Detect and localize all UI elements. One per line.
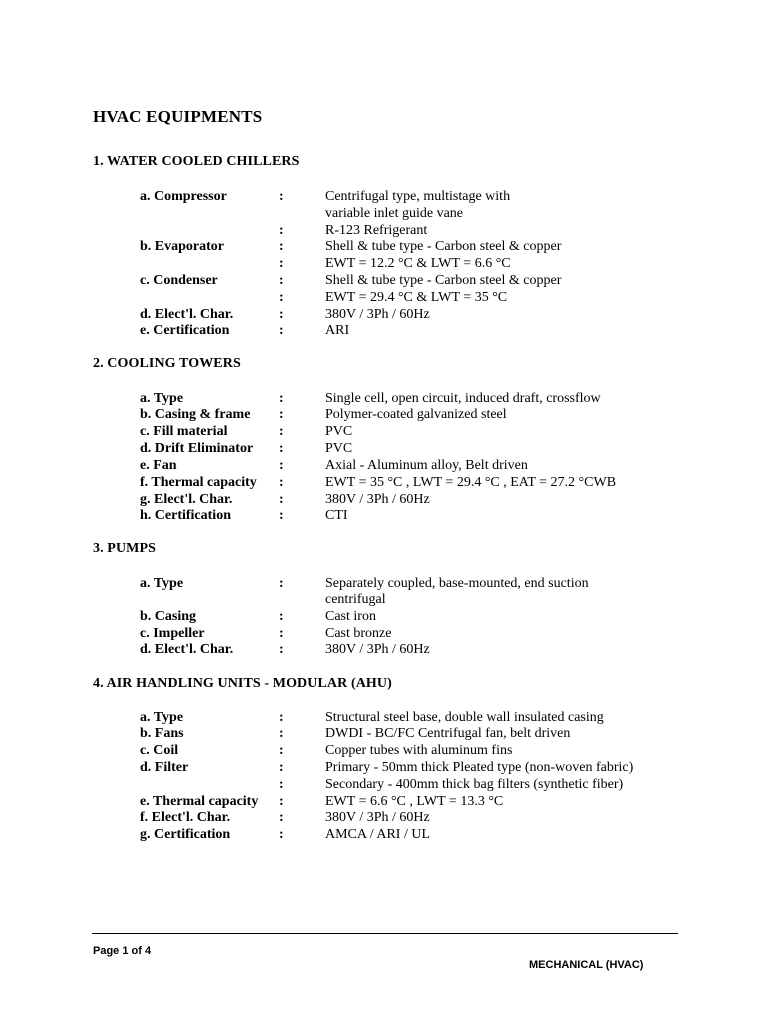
- section-heading-cooling-towers: 2. COOLING TOWERS: [93, 356, 241, 371]
- spec-row: [0, 272, 768, 289]
- spec-value: AMCA / ARI / UL: [325, 827, 431, 842]
- spec-row: [0, 491, 768, 508]
- spec-row: [0, 641, 768, 658]
- spec-colon: :: [279, 323, 284, 338]
- spec-label: b. Evaporator: [140, 239, 224, 254]
- spec-value: Structural steel base, double wall insulated casing: [325, 710, 604, 725]
- spec-label: e. Fan: [140, 458, 177, 473]
- spec-label: a. Type: [140, 576, 184, 591]
- spec-value: Cast bronze: [325, 626, 392, 641]
- spec-value: 380V / 3Ph / 60Hz: [325, 307, 430, 322]
- spec-row: [0, 591, 768, 608]
- spec-label: c. Coil: [140, 743, 179, 758]
- spec-colon: :: [279, 508, 284, 523]
- spec-colon: :: [279, 492, 284, 507]
- spec-colon: :: [279, 307, 284, 322]
- footer-divider: [92, 933, 678, 934]
- spec-row: [0, 188, 768, 205]
- spec-value: Separately coupled, base-mounted, end suction: [325, 576, 589, 591]
- spec-colon: :: [279, 407, 284, 422]
- spec-value: ARI: [325, 323, 350, 338]
- spec-label: b. Fans: [140, 726, 184, 741]
- spec-row: [0, 709, 768, 726]
- spec-colon: :: [279, 290, 284, 305]
- section-heading-ahu: 4. AIR HANDLING UNITS - MODULAR (AHU): [93, 676, 392, 691]
- spec-label: c. Fill material: [140, 424, 228, 439]
- spec-row: [0, 575, 768, 592]
- spec-label: a. Type: [140, 710, 184, 725]
- spec-colon: :: [279, 810, 284, 825]
- section-heading-pumps: 3. PUMPS: [93, 541, 157, 556]
- spec-value: 380V / 3Ph / 60Hz: [325, 810, 430, 825]
- spec-row: [0, 742, 768, 759]
- page-number: Page 1 of 4: [93, 945, 152, 957]
- spec-colon: :: [279, 458, 284, 473]
- spec-value: Copper tubes with aluminum fins: [325, 743, 513, 758]
- spec-colon: :: [279, 391, 284, 406]
- spec-label: h. Certification: [140, 508, 231, 523]
- spec-value: centrifugal: [325, 592, 386, 607]
- spec-value: Shell & tube type - Carbon steel & copper: [325, 273, 562, 288]
- spec-value: EWT = 6.6 °C , LWT = 13.3 °C: [325, 794, 504, 809]
- spec-value: Cast iron: [325, 609, 376, 624]
- spec-colon: :: [279, 626, 284, 641]
- spec-row: [0, 406, 768, 423]
- spec-label: g. Elect'l. Char.: [140, 492, 233, 507]
- spec-row: [0, 255, 768, 272]
- spec-value: Polymer-coated galvanized steel: [325, 407, 507, 422]
- spec-value: R-123 Refrigerant: [325, 223, 428, 238]
- spec-row: [0, 776, 768, 793]
- spec-colon: :: [279, 239, 284, 254]
- spec-row: [0, 322, 768, 339]
- spec-value: Centrifugal type, multistage with: [325, 189, 511, 204]
- spec-row: [0, 222, 768, 239]
- spec-colon: :: [279, 794, 284, 809]
- spec-label: f. Thermal capacity: [140, 475, 257, 490]
- spec-value: EWT = 12.2 °C & LWT = 6.6 °C: [325, 256, 511, 271]
- spec-label: a. Compressor: [140, 189, 227, 204]
- spec-colon: :: [279, 760, 284, 775]
- spec-colon: :: [279, 475, 284, 490]
- spec-value: Single cell, open circuit, induced draft, crossflow: [325, 391, 601, 406]
- spec-label: b. Casing & frame: [140, 407, 251, 422]
- spec-colon: :: [279, 642, 284, 657]
- spec-row: [0, 809, 768, 826]
- spec-row: [0, 608, 768, 625]
- spec-row: [0, 725, 768, 742]
- spec-label: c. Condenser: [140, 273, 218, 288]
- section-heading-chillers: 1. WATER COOLED CHILLERS: [93, 154, 300, 169]
- spec-row: [0, 793, 768, 810]
- spec-value: 380V / 3Ph / 60Hz: [325, 642, 430, 657]
- spec-colon: :: [279, 189, 284, 204]
- spec-row: [0, 289, 768, 306]
- spec-label: g. Certification: [140, 827, 231, 842]
- spec-label: d. Elect'l. Char.: [140, 307, 234, 322]
- spec-colon: :: [279, 777, 284, 792]
- spec-label: d. Elect'l. Char.: [140, 642, 234, 657]
- spec-label: d. Filter: [140, 760, 189, 775]
- spec-label: d. Drift Eliminator: [140, 441, 254, 456]
- spec-row: [0, 625, 768, 642]
- spec-colon: :: [279, 273, 284, 288]
- spec-value: Shell & tube type - Carbon steel & copper: [325, 239, 562, 254]
- spec-colon: :: [279, 743, 284, 758]
- spec-colon: :: [279, 726, 284, 741]
- spec-row: [0, 205, 768, 222]
- spec-row: [0, 507, 768, 524]
- spec-label: e. Certification: [140, 323, 230, 338]
- spec-label: f. Elect'l. Char.: [140, 810, 231, 825]
- spec-value: EWT = 29.4 °C & LWT = 35 °C: [325, 290, 508, 305]
- spec-value: variable inlet guide vane: [325, 206, 463, 221]
- spec-colon: :: [279, 441, 284, 456]
- spec-row: [0, 457, 768, 474]
- spec-colon: :: [279, 710, 284, 725]
- spec-value: PVC: [325, 441, 353, 456]
- spec-value: PVC: [325, 424, 353, 439]
- spec-row: [0, 826, 768, 843]
- spec-label: b. Casing: [140, 609, 197, 624]
- spec-colon: :: [279, 609, 284, 624]
- spec-row: [0, 759, 768, 776]
- spec-colon: :: [279, 576, 284, 591]
- spec-label: c. Impeller: [140, 626, 205, 641]
- spec-row: [0, 423, 768, 440]
- spec-value: 380V / 3Ph / 60Hz: [325, 492, 430, 507]
- spec-row: [0, 238, 768, 255]
- spec-colon: :: [279, 827, 284, 842]
- document-title: HVAC EQUIPMENTS: [93, 107, 263, 126]
- spec-value: EWT = 35 °C , LWT = 29.4 °C , EAT = 27.2 °CWB: [325, 475, 617, 490]
- spec-label: e. Thermal capacity: [140, 794, 259, 809]
- spec-row: [0, 440, 768, 457]
- spec-row: [0, 390, 768, 407]
- spec-colon: :: [279, 424, 284, 439]
- footer-section-name: MECHANICAL (HVAC): [529, 959, 644, 971]
- spec-row: [0, 306, 768, 323]
- spec-value: Secondary - 400mm thick bag filters (synthetic fiber): [325, 777, 624, 792]
- spec-colon: :: [279, 223, 284, 238]
- spec-label: a. Type: [140, 391, 184, 406]
- spec-row: [0, 474, 768, 491]
- spec-colon: :: [279, 256, 284, 271]
- spec-value: CTI: [325, 508, 348, 523]
- spec-value: Axial - Aluminum alloy, Belt driven: [325, 458, 528, 473]
- spec-value: Primary - 50mm thick Pleated type (non-woven fabric): [325, 760, 634, 775]
- spec-value: DWDI - BC/FC Centrifugal fan, belt driven: [325, 726, 571, 741]
